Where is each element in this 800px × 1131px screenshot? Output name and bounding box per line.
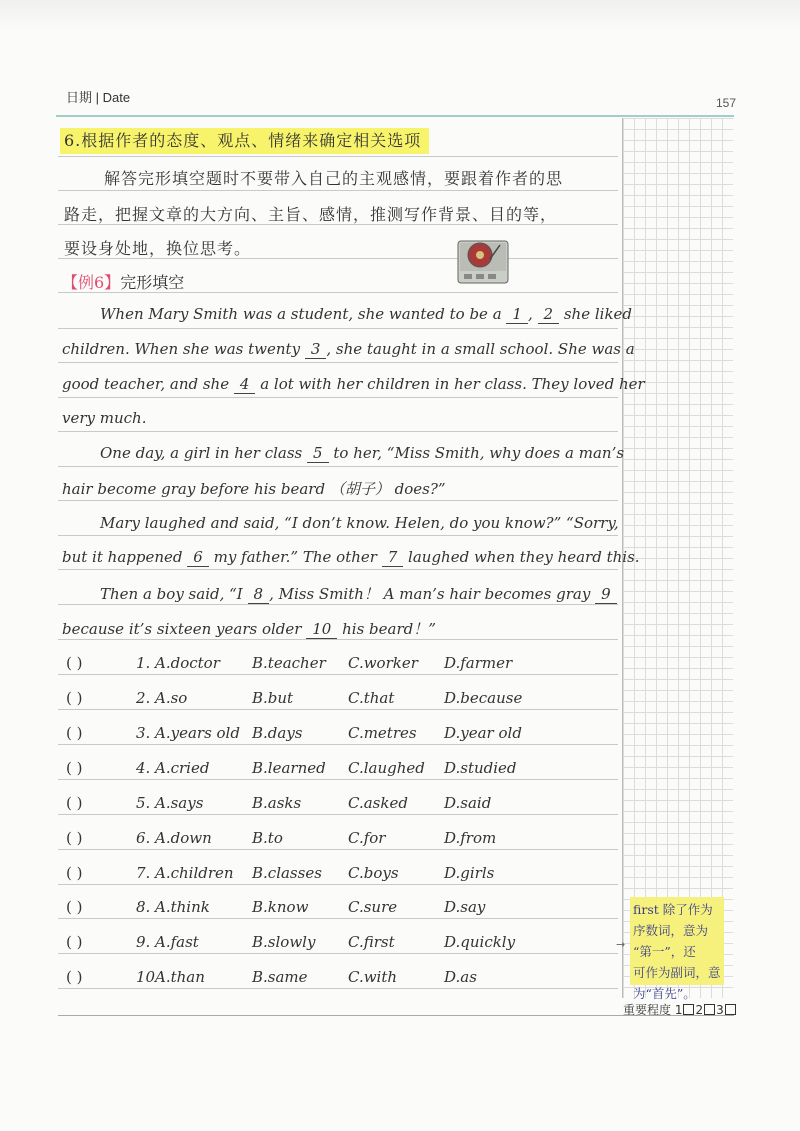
option-c: C.sure <box>348 898 398 916</box>
answer-parentheses[interactable]: ( ) <box>66 689 83 707</box>
option-a: A.so <box>155 689 188 707</box>
ruled-line <box>58 156 618 157</box>
option-b: B.asks <box>252 794 302 812</box>
example-tag: 【例6】 <box>62 273 121 292</box>
note-line: first 除了作为 <box>633 902 713 917</box>
blank-1: 1 <box>506 305 528 324</box>
header-rule <box>56 115 734 117</box>
option-c: C.for <box>348 829 386 847</box>
passage-line: Then a boy said, “I 8 , Miss Smith！ A man’s hair becomes gray 9 <box>100 583 617 604</box>
sticky-note <box>630 897 724 1001</box>
passage-line: but it happened 6 my father.” The other 7 laughed when they heard this. <box>62 548 640 566</box>
answer-parentheses[interactable]: ( ) <box>66 829 83 847</box>
ruled-line <box>58 744 618 745</box>
question-number: 1. <box>136 654 151 672</box>
passage-line: good teacher, and she 4 a lot with her children in her class. They loved her <box>62 375 645 393</box>
option-b: B.teacher <box>252 654 326 672</box>
page-number: 157 <box>716 96 737 110</box>
option-a: A.says <box>155 794 204 812</box>
question-number: 8. <box>136 898 151 916</box>
option-d: D.as <box>444 968 477 986</box>
intro-line-1: 解答完形填空题时不要带入自己的主观感情，要跟着作者的思 <box>104 169 564 188</box>
option-b: B.but <box>252 689 294 707</box>
importance-3-label: 3 <box>716 1003 724 1017</box>
ruled-line <box>58 397 618 398</box>
option-a: A.fast <box>155 933 199 951</box>
blank-8: 8 <box>248 585 270 604</box>
passage-line: very much. <box>62 409 147 427</box>
note-line: 可作为副词，意为“首先”。 <box>633 965 721 1001</box>
page-top-shadow <box>0 0 800 30</box>
importance-rating <box>623 1001 737 1018</box>
passage-line: hair become gray before his beard （胡子） does?” <box>62 480 446 498</box>
blank-2: 2 <box>538 305 560 324</box>
blank-5: 5 <box>307 444 329 463</box>
ruled-line <box>58 569 618 570</box>
note-line: 序数词，意为 <box>633 923 709 938</box>
question-number: 6. <box>136 829 151 847</box>
example-label <box>62 270 184 293</box>
intro-line-3: 要设身处地，换位思考。 <box>64 239 252 258</box>
option-c: C.boys <box>348 864 399 882</box>
record-player-icon <box>456 235 510 287</box>
blank-3: 3 <box>305 340 327 359</box>
question-number: 3. <box>136 724 151 742</box>
importance-2-label: 2 <box>695 1003 704 1017</box>
option-a: A.children <box>155 864 234 882</box>
ruled-line <box>58 466 618 467</box>
option-c: C.worker <box>348 654 418 672</box>
importance-1-label: 1 <box>674 1003 683 1017</box>
question-number: 7. <box>136 864 151 882</box>
option-b: B.same <box>252 968 308 986</box>
option-c: C.asked <box>348 794 408 812</box>
answer-parentheses[interactable]: ( ) <box>66 933 83 951</box>
option-a: A.years old <box>155 724 240 742</box>
ruled-line <box>58 328 618 329</box>
answer-parentheses[interactable]: ( ) <box>66 794 83 812</box>
answer-parentheses[interactable]: ( ) <box>66 864 83 882</box>
answer-parentheses[interactable]: ( ) <box>66 898 83 916</box>
option-b: B.learned <box>252 759 326 777</box>
option-a: A.doctor <box>155 654 220 672</box>
ruled-line <box>58 709 618 710</box>
ruled-line <box>58 953 618 954</box>
passage-line: Mary laughed and said, “I don’t know. Helen, do you know?” “Sorry, <box>100 514 619 532</box>
ruled-line <box>58 190 618 191</box>
option-c: C.metres <box>348 724 417 742</box>
section-heading: 6.根据作者的态度、观点、情绪来确定相关选项 <box>60 128 429 154</box>
arrow-icon: → <box>616 938 626 951</box>
option-d: D.farmer <box>444 654 513 672</box>
importance-label: 重要程度 <box>623 1003 672 1017</box>
option-a: A.cried <box>155 759 210 777</box>
option-c: C.that <box>348 689 395 707</box>
option-c: C.laughed <box>348 759 425 777</box>
passage-line: When Mary Smith was a student, she wanted to be a 1 , 2 she liked <box>100 305 633 323</box>
option-a: A.than <box>155 968 205 986</box>
option-c: C.with <box>348 968 398 986</box>
checkbox-2[interactable] <box>704 1004 715 1015</box>
ruled-line <box>58 674 618 675</box>
checkbox-1[interactable] <box>683 1004 694 1015</box>
option-d: D.year old <box>444 724 522 742</box>
checkbox-3[interactable] <box>725 1004 736 1015</box>
option-a: A.down <box>155 829 212 847</box>
blank-6: 6 <box>187 548 209 567</box>
note-line: “第一”，还 <box>633 944 696 959</box>
option-d: D.girls <box>444 864 495 882</box>
answer-parentheses[interactable]: ( ) <box>66 654 83 672</box>
ruled-line <box>58 431 618 432</box>
ruled-line <box>58 918 618 919</box>
ruled-line <box>58 500 618 501</box>
option-c: C.first <box>348 933 395 951</box>
ruled-line <box>58 779 618 780</box>
answer-parentheses[interactable]: ( ) <box>66 968 83 986</box>
ruled-line <box>58 604 618 605</box>
ruled-line <box>58 639 618 640</box>
option-b: B.know <box>252 898 309 916</box>
ruled-line <box>58 362 618 363</box>
blank-7: 7 <box>382 548 404 567</box>
ruled-line <box>58 988 618 989</box>
ruled-line <box>58 814 618 815</box>
ruled-line <box>58 849 618 850</box>
intro-line-2: 路走，把握文章的大方向、主旨、感情，推测写作背景、目的等， <box>64 205 558 224</box>
ruled-line <box>58 884 618 885</box>
option-d: D.quickly <box>444 933 516 951</box>
question-number: 9. <box>136 933 151 951</box>
option-a: A.think <box>155 898 210 916</box>
date-label: 日期 | Date <box>66 90 131 105</box>
option-b: B.slowly <box>252 933 316 951</box>
option-d: D.from <box>444 829 497 847</box>
option-b: B.classes <box>252 864 322 882</box>
question-number: 10 <box>136 968 156 986</box>
answer-parentheses[interactable]: ( ) <box>66 759 83 777</box>
question-number: 2. <box>136 689 151 707</box>
example-title: 完形填空 <box>120 273 185 292</box>
blank-4: 4 <box>234 375 256 394</box>
answer-parentheses[interactable]: ( ) <box>66 724 83 742</box>
option-d: D.say <box>444 898 486 916</box>
passage-line: children. When she was twenty 3 , she taught in a small school. She was a <box>62 340 635 358</box>
question-number: 4. <box>136 759 151 777</box>
option-d: D.said <box>444 794 492 812</box>
option-b: B.to <box>252 829 283 847</box>
question-number: 5. <box>136 794 151 812</box>
option-d: D.studied <box>444 759 517 777</box>
blank-10: 10 <box>306 620 337 639</box>
passage-line: because it’s sixteen years older 10 his beard！” <box>62 620 436 638</box>
option-d: D.because <box>444 689 523 707</box>
blank-9: 9 <box>595 585 617 604</box>
passage-line: One day, a girl in her class 5 to her, “Miss Smith, why does a man’s <box>100 444 625 462</box>
ruled-line <box>58 535 618 536</box>
option-b: B.days <box>252 724 303 742</box>
